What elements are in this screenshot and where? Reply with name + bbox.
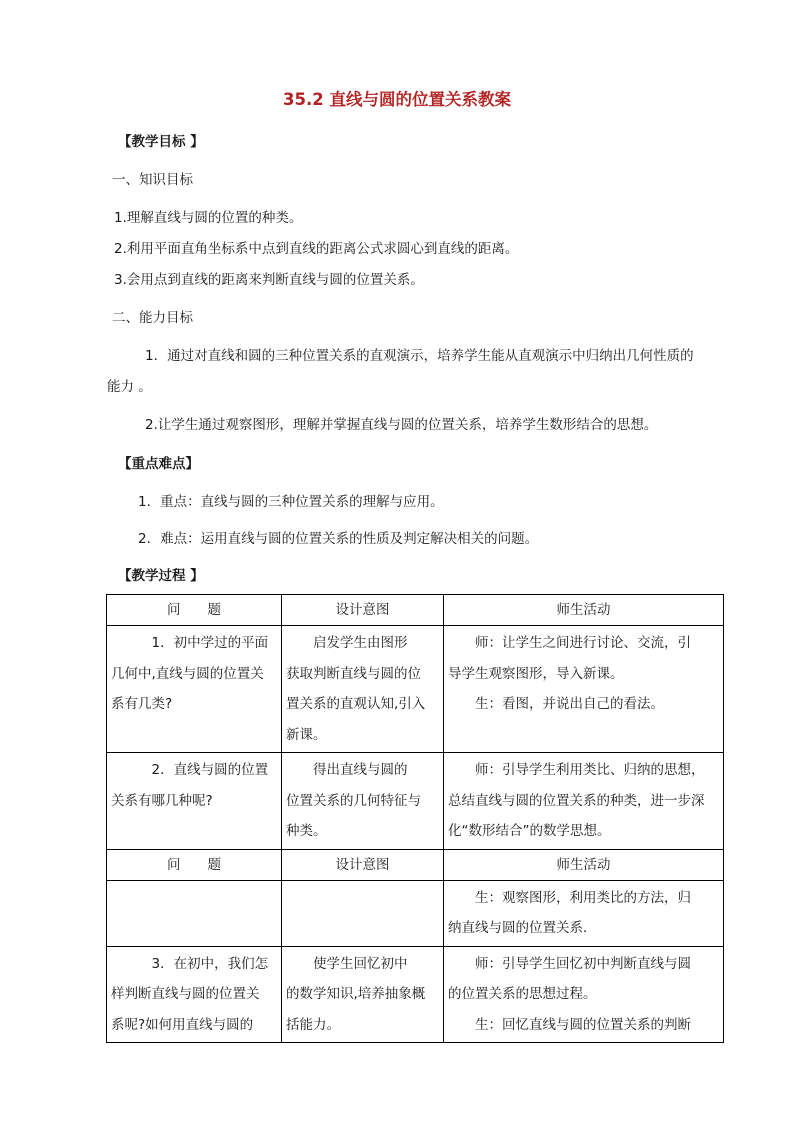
header-question: 问 题: [107, 595, 282, 626]
ability-item: 2.让学生通过观察图形，理解并掌握直线与圆的位置关系，培养学生数形结合的思想。: [145, 417, 658, 433]
cell-line: 师：引导学生回忆初中判断直线与圆: [475, 955, 691, 972]
cell-line: 纳直线与圆的位置关系．: [448, 920, 597, 936]
cell-line: 新课。: [286, 726, 327, 743]
cell-line: 括能力。: [286, 1016, 340, 1033]
cell-line: 总结直线与圆的位置关系的种类，进一步深: [448, 792, 705, 809]
table-header-row: [107, 595, 724, 626]
design-cell: [282, 753, 444, 850]
cell-line: 的数学知识,培养抽象概: [286, 986, 426, 1002]
cell-line: 系呢?如何用直线与圆的: [111, 1016, 254, 1033]
key-item: 2．难点：运用直线与圆的位置关系的性质及判定解决相关的问题。: [138, 531, 539, 547]
cell-line: 的位置关系的思想过程。: [448, 986, 597, 1002]
table-row: [107, 946, 724, 1043]
cell-line: 2．直线与圆的位置: [151, 762, 269, 778]
cell-line: 生：回忆直线与圆的位置关系的判断: [475, 1016, 691, 1033]
header-design-intent: 设计意图: [282, 849, 444, 880]
cell-line: 置关系的直观认知,引入: [286, 696, 426, 712]
knowledge-heading: 一、知识目标: [112, 172, 193, 188]
question-cell: [107, 626, 282, 753]
section-goals-heading: 【教学目标 】: [118, 134, 204, 150]
header-design-intent: 设计意图: [282, 595, 444, 626]
activity-cell: [444, 753, 724, 850]
question-cell: [107, 880, 282, 946]
cell-line: 启发学生由图形: [313, 635, 408, 651]
knowledge-item: 1.理解直线与圆的位置的种类。: [114, 210, 303, 226]
cell-line: 化“数形结合”的数学思想。: [448, 823, 611, 839]
table-row: [107, 626, 724, 753]
design-cell: [282, 626, 444, 753]
cell-line: 种类。: [286, 823, 327, 839]
cell-line: 位置关系的几何特征与: [286, 792, 421, 809]
ability-item: 1．通过对直线和圆的三种位置关系的直观演示，培养学生能从直观演示中归纳出几何性质的: [145, 348, 694, 364]
cell-line: 1．初中学过的平面: [151, 635, 269, 651]
cell-line: 使学生回忆初中: [313, 955, 408, 972]
cell-line: 得出直线与圆的: [313, 762, 408, 778]
cell-line: 导学生观察图形，导入新课。: [448, 665, 624, 682]
cell-line: 获取判断直线与圆的位: [286, 665, 421, 682]
cell-line: 几何中,直线与圆的位置关: [111, 665, 264, 682]
ability-heading: 二、能力目标: [112, 310, 193, 326]
cell-line: 生：看图，并说出自己的看法。: [475, 696, 664, 712]
knowledge-item: 3.会用点到直线的距离来判断直线与圆的位置关系。: [114, 272, 424, 288]
cell-line: 师：让学生之间进行讨论、交流，引: [475, 635, 691, 651]
ability-item-continuation: 能力 。: [107, 379, 152, 395]
activity-cell: [444, 946, 724, 1043]
cell-line: 师：引导学生利用类比、归纳的思想，: [475, 762, 705, 778]
cell-line: 关系有哪几种呢?: [111, 792, 213, 809]
document-title: 35.2 直线与圆的位置关系教案: [283, 90, 511, 109]
header-activity: 师生活动: [444, 595, 724, 626]
activity-cell: [444, 626, 724, 753]
design-cell: [282, 946, 444, 1043]
teaching-process-table: [106, 594, 724, 1043]
knowledge-item: 2.利用平面直角坐标系中点到直线的距离公式求圆心到直线的距离。: [114, 241, 519, 257]
design-cell: [282, 880, 444, 946]
cell-line: 样判断直线与圆的位置关: [111, 986, 260, 1002]
table-row: [107, 880, 724, 946]
activity-cell: [444, 880, 724, 946]
cell-line: 3．在初中，我们怎: [151, 955, 269, 972]
section-process-heading: 【教学过程 】: [118, 568, 204, 584]
cell-line: 生：观察图形，利用类比的方法，归: [475, 889, 691, 906]
section-key-heading: 【重点难点】: [118, 456, 199, 472]
cell-line: 系有几类?: [111, 696, 173, 712]
key-item: 1．重点：直线与圆的三种位置关系的理解与应用。: [138, 494, 444, 510]
header-activity: 师生活动: [444, 849, 724, 880]
question-cell: [107, 753, 282, 850]
header-question: 问 题: [107, 849, 282, 880]
table-header-row-repeat: [107, 849, 724, 880]
table-row: [107, 753, 724, 850]
question-cell: [107, 946, 282, 1043]
